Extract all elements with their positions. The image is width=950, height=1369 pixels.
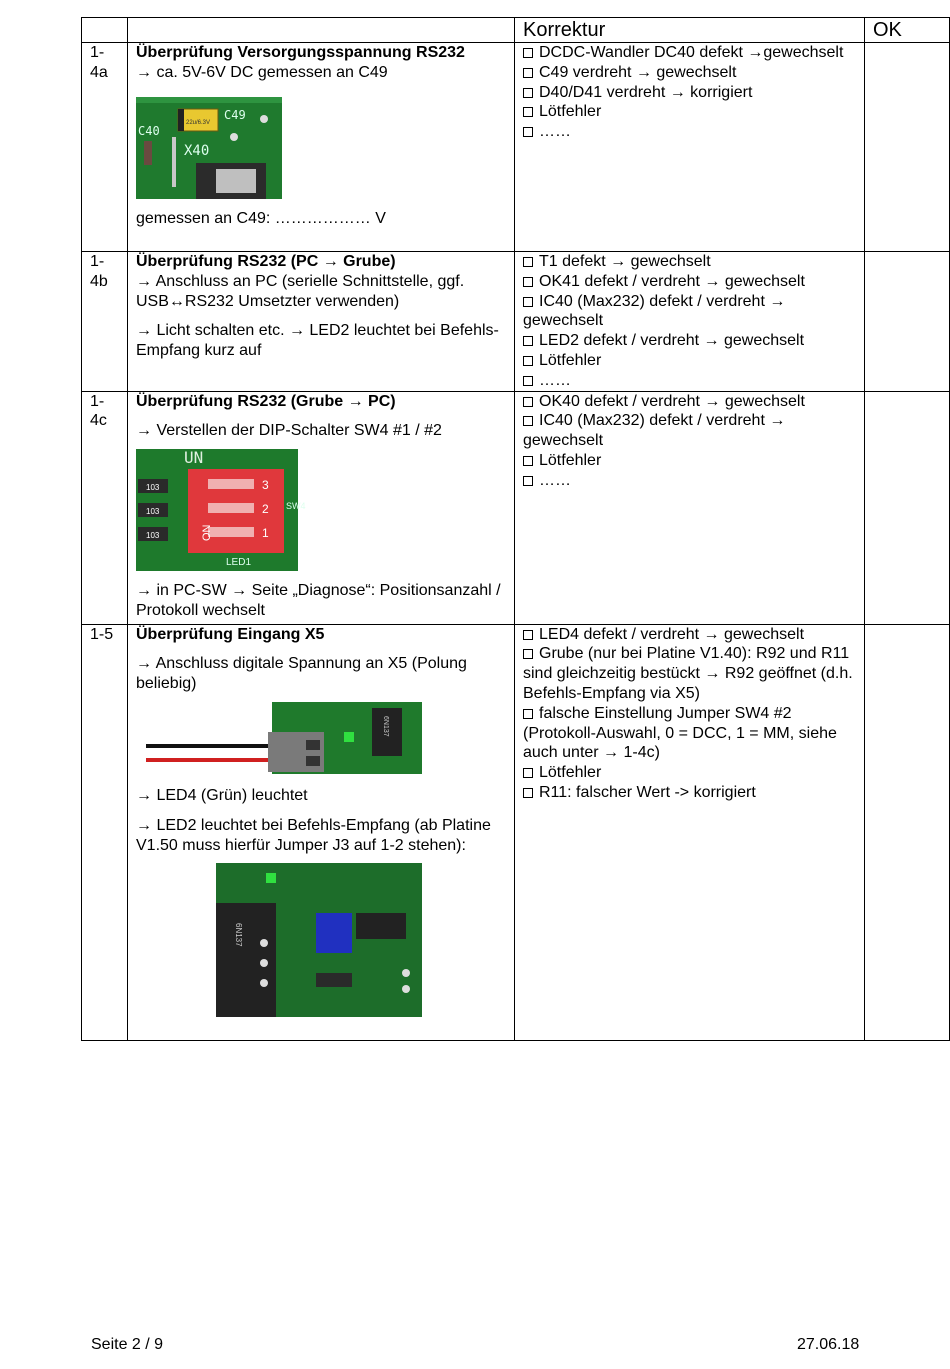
measurement-line: gemessen an C49: ……………… V — [136, 209, 386, 227]
header-korrektur: Korrektur — [515, 18, 865, 43]
step-text: → Licht schalten etc. → LED2 leuchtet bei Befehls-Empfang kurz auf — [136, 322, 499, 360]
step-description — [128, 43, 515, 252]
step-number: 1-5 — [82, 624, 128, 1040]
step-number: 1- 4c — [82, 391, 128, 624]
svg-text:6N137: 6N137 — [234, 923, 243, 947]
svg-text:UN: UN — [184, 448, 204, 468]
correction-option[interactable]: LED4 defekt / verdreht → gewechselt — [523, 625, 864, 645]
checkbox-icon[interactable] — [523, 456, 533, 466]
step-text: → LED4 (Grün) leuchtet — [136, 786, 308, 804]
svg-text:LED1: LED1 — [226, 557, 252, 569]
correction-option[interactable]: …… — [523, 122, 864, 142]
checkbox-icon[interactable] — [523, 88, 533, 98]
correction-option[interactable]: …… — [523, 371, 864, 391]
checkbox-icon[interactable] — [523, 107, 533, 117]
svg-text:X40: X40 — [184, 142, 210, 159]
correction-options — [515, 252, 865, 392]
step-text: → ca. 5V-6V DC gemessen an C49 — [136, 63, 388, 81]
correction-options — [515, 43, 865, 252]
step-text: → Anschluss an PC (serielle Schnittstelle, ggf. USB↔RS232 Umsetzter verwenden) — [136, 272, 465, 310]
checkbox-icon[interactable] — [523, 376, 533, 386]
correction-option[interactable]: Grube (nur bei Platine V1.40): R92 und R11 sind gleichzeitig bestückt → R92 geöffnet (d.h. Befehls-Empfang via X5) — [523, 645, 853, 702]
step-number: 1- 4a — [82, 43, 128, 252]
checkbox-icon[interactable] — [523, 297, 533, 307]
svg-text:103: 103 — [146, 531, 160, 541]
checkbox-icon[interactable] — [523, 127, 533, 137]
correction-option[interactable]: R11: falscher Wert -> korrigiert — [523, 783, 864, 803]
correction-option[interactable]: falsche Einstellung Jumper SW4 #2 (Protokoll-Auswahl, 0 = DCC, 1 = MM, siehe auch unter → 1-4c) — [523, 704, 837, 762]
correction-option[interactable]: DCDC-Wandler DC40 defekt →gewechselt — [523, 43, 864, 63]
correction-options — [515, 624, 865, 1040]
step-number: 1- 4b — [82, 252, 128, 392]
correction-option[interactable]: OK41 defekt / verdreht → gewechselt — [523, 272, 864, 292]
svg-text:103: 103 — [146, 507, 160, 517]
checkbox-icon[interactable] — [523, 336, 533, 346]
table-header-row — [82, 18, 950, 43]
step-description — [128, 391, 515, 624]
checkbox-icon[interactable] — [523, 630, 533, 640]
header-ok: OK — [865, 18, 950, 43]
correction-option[interactable]: C49 verdreht → gewechselt — [523, 63, 864, 83]
jumper-j3-photo — [216, 863, 422, 1017]
step-title: Überprüfung Eingang X5 — [136, 625, 325, 643]
page-number: Seite 2 / 9 — [91, 1336, 164, 1353]
correction-option[interactable]: …… — [523, 471, 864, 491]
ok-cell[interactable] — [865, 624, 950, 1040]
correction-options — [515, 391, 865, 624]
step-title: Überprüfung RS232 (Grube → PC) — [136, 392, 396, 410]
svg-text:103: 103 — [146, 483, 160, 493]
correction-option[interactable]: Lötfehler — [523, 102, 864, 122]
ok-cell[interactable] — [865, 252, 950, 392]
correction-option[interactable]: Lötfehler — [523, 351, 864, 371]
svg-text:3: 3 — [262, 478, 269, 493]
table-row — [82, 391, 950, 624]
table-row — [82, 252, 950, 392]
svg-text:SW4: SW4 — [286, 501, 306, 512]
x5-input-photo — [136, 702, 422, 778]
checkbox-icon[interactable] — [523, 416, 533, 426]
correction-option[interactable]: IC40 (Max232) defekt / verdreht → gewechselt — [523, 412, 786, 450]
table-row — [82, 624, 950, 1040]
correction-option[interactable]: D40/D41 verdreht → korrigiert — [523, 83, 864, 103]
step-text: → Anschluss digitale Spannung an X5 (Polung beliebig) — [136, 655, 467, 693]
step-description — [128, 624, 515, 1040]
checkbox-icon[interactable] — [523, 709, 533, 719]
svg-text:22u/6.3V: 22u/6.3V — [186, 119, 211, 126]
correction-option[interactable]: OK40 defekt / verdreht → gewechselt — [523, 392, 864, 412]
svg-text:6N137: 6N137 — [382, 715, 389, 737]
step-description — [128, 252, 515, 392]
step-text: → LED2 leuchtet bei Befehls-Empfang (ab Platine V1.50 muss hierfür Jumper J3 auf 1-2 stehen): — [136, 816, 491, 854]
checkbox-icon[interactable] — [523, 48, 533, 58]
checkbox-icon[interactable] — [523, 277, 533, 287]
checkbox-icon[interactable] — [523, 356, 533, 366]
correction-option[interactable]: LED2 defekt / verdreht → gewechselt — [523, 331, 864, 351]
checkbox-icon[interactable] — [523, 768, 533, 778]
checkbox-icon[interactable] — [523, 788, 533, 798]
pcb-c49-photo — [136, 97, 282, 199]
svg-text:2: 2 — [262, 502, 269, 517]
checkbox-icon[interactable] — [523, 257, 533, 267]
checkbox-icon[interactable] — [523, 397, 533, 407]
table-row — [82, 43, 950, 252]
dip-switch-photo — [136, 448, 306, 571]
page-date: 27.06.18 — [797, 1336, 860, 1353]
svg-text:1: 1 — [262, 526, 269, 541]
correction-option[interactable]: IC40 (Max232) defekt / verdreht → gewechselt — [523, 292, 786, 330]
header-description — [128, 18, 515, 43]
step-title: Überprüfung RS232 (PC → Grube) — [136, 253, 396, 270]
step-text: → in PC-SW → Seite „Diagnose“: Positionsanzahl / Protokoll wechselt — [136, 582, 501, 619]
checklist-table — [81, 17, 950, 1041]
svg-text:C49: C49 — [224, 107, 246, 122]
correction-option[interactable]: Lötfehler — [523, 763, 864, 783]
correction-option[interactable]: Lötfehler — [523, 451, 864, 471]
checkbox-icon[interactable] — [523, 68, 533, 78]
checkbox-icon[interactable] — [523, 476, 533, 486]
svg-text:C40: C40 — [138, 123, 160, 138]
step-title: Überprüfung Versorgungsspannung RS232 — [136, 44, 465, 61]
step-text: → Verstellen der DIP-Schalter SW4 #1 / #2 — [136, 422, 442, 440]
ok-cell[interactable] — [865, 43, 950, 252]
correction-option[interactable]: T1 defekt → gewechselt — [523, 252, 864, 272]
checkbox-icon[interactable] — [523, 649, 533, 659]
svg-text:ON: ON — [201, 524, 213, 542]
ok-cell[interactable] — [865, 391, 950, 624]
header-nr — [82, 18, 128, 43]
